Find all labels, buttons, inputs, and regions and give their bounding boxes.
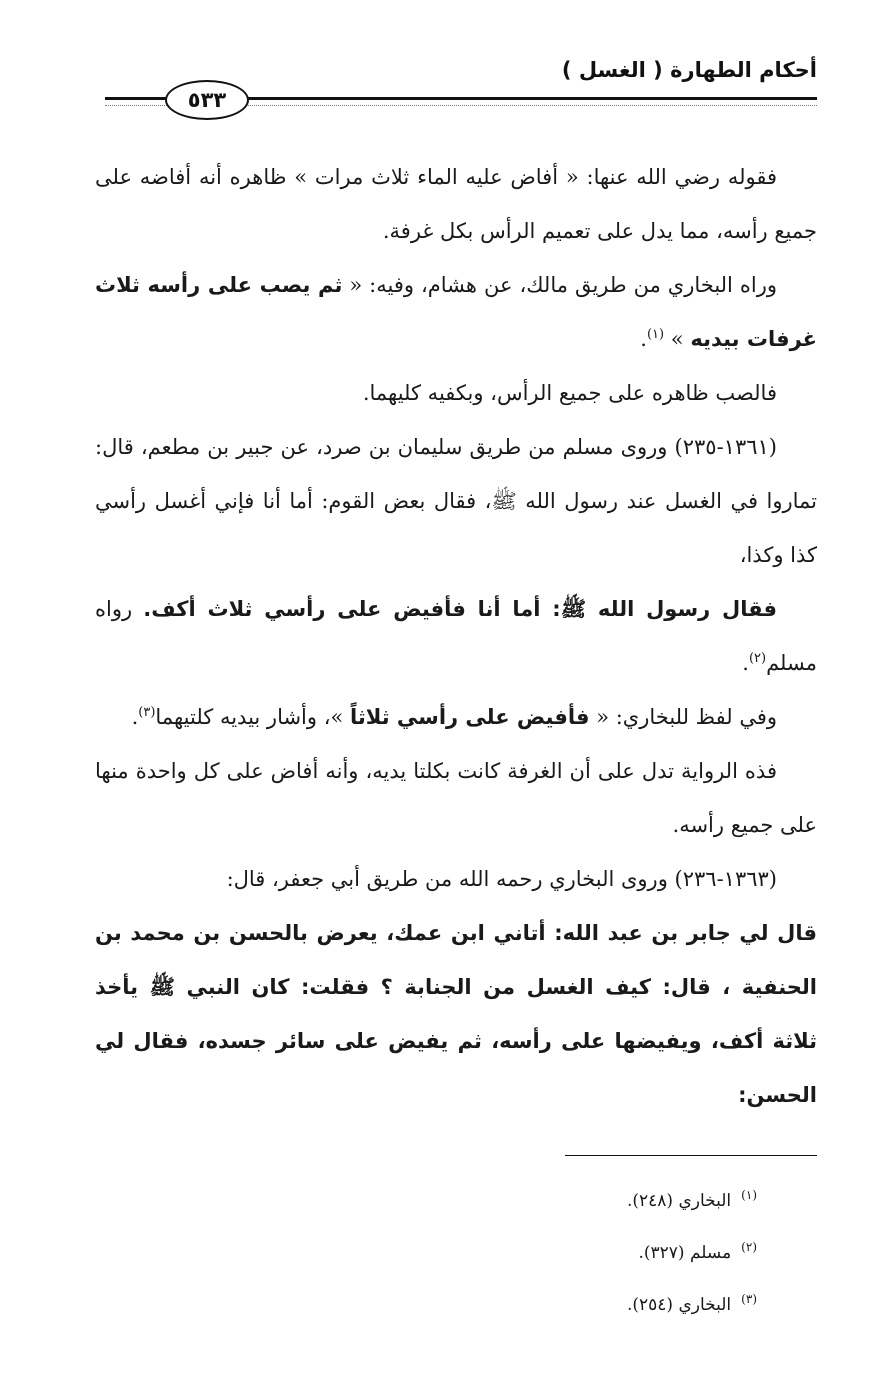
paragraph-text: فالصب ظاهره على جميع الرأس، وبكفيه كليهما. (362, 381, 777, 405)
paragraph-text: وراه البخاري من طريق مالك، عن هشام، وفيه: « (342, 273, 777, 297)
footnotes (357, 1175, 757, 1331)
paragraph (95, 582, 817, 690)
paragraph-text: فقوله رضي الله عنها: « أفاض عليه الماء ثلاث مرات » ظاهره أنه أفاضه على جميع رأسه، مما يدل على تعميم الرأس بكل غرفة. (95, 165, 817, 243)
paragraph (95, 852, 817, 906)
footnote-marker: (٢) (741, 1240, 757, 1255)
paragraph-text: فذه الرواية تدل على أن الغرفة كانت بكلتا يديه، وأنه أفاض على كل واحدة منها على جميع رأسه. (95, 759, 817, 837)
hadith-quote: فأفيض على رأسي ثلاثاً (350, 705, 590, 729)
footnote-text: البخاري (٢٥٤). (626, 1295, 732, 1315)
paragraph (95, 150, 817, 258)
paragraph-text: . (640, 327, 647, 351)
paragraph-text: »، وأشار بيديه كلتيهما (155, 705, 351, 729)
paragraph (95, 366, 817, 420)
hadith-quote: ثم يصب على رأسه ثلاث غرفات بيديه (95, 273, 817, 351)
footnote-reference: (١) (646, 327, 665, 342)
body-text (95, 150, 817, 1122)
paragraph-text: (١٣٦١-٢٣٥) وروى مسلم من طريق سليمان بن صرد، عن جبير بن مطعم، قال: تماروا في الغسل عند رسول الله ﷺ، فقال بعض القوم: أما أنا فإني أغسل رأسي كذا وكذا، (95, 435, 817, 567)
footnote-separator (565, 1155, 817, 1156)
hadith-text: قال لي جابر بن عبد الله: أتاني ابن عمك، يعرض بالحسن بن محمد بن الحنفية ، قال: كيف الغسل من الجنابة ؟ فقلت: كان النبي ﷺ يأخذ ثلاثة أكف، ويفيضها على رأسه، ثم يفيض على سائر جسده، فقال لي الحسن: (95, 921, 817, 1107)
paragraph-text: . (742, 651, 749, 675)
hadith-quote: فقال رسول الله ﷺ: أما أنا فأفيض على رأسي ثلاث أكف. (143, 597, 777, 621)
paragraph (95, 744, 817, 852)
paragraph (95, 420, 817, 582)
paragraph-text: . (131, 705, 139, 729)
paragraph-text: رواه مسلم (95, 597, 817, 675)
footnote-text: مسلم (٣٢٧). (638, 1243, 732, 1263)
paragraph-text: (١٣٦٣-٢٣٦) وروى البخاري رحمه الله من طريق أبي جعفر، قال: (226, 867, 777, 891)
paragraph-text: وفي لفظ للبخاري: « (589, 705, 777, 729)
footnote-text: البخاري (٢٤٨). (626, 1191, 732, 1211)
paragraph (95, 690, 817, 744)
footnote-item (357, 1279, 757, 1331)
footnote-marker: (١) (741, 1188, 757, 1203)
footnote-reference: (٣) (138, 705, 156, 720)
footnote-item (357, 1227, 757, 1279)
paragraph-text: » (670, 327, 691, 351)
footnote-marker: (٣) (741, 1292, 757, 1307)
hadith-paragraph (95, 906, 817, 1122)
page-number: ٥٣٣ (165, 80, 249, 120)
footnote-reference: (٢) (748, 651, 767, 666)
paragraph (95, 258, 817, 366)
footnote-item (357, 1175, 757, 1227)
running-header-title: أحكام الطهارة ( الغسل ) (561, 58, 817, 82)
